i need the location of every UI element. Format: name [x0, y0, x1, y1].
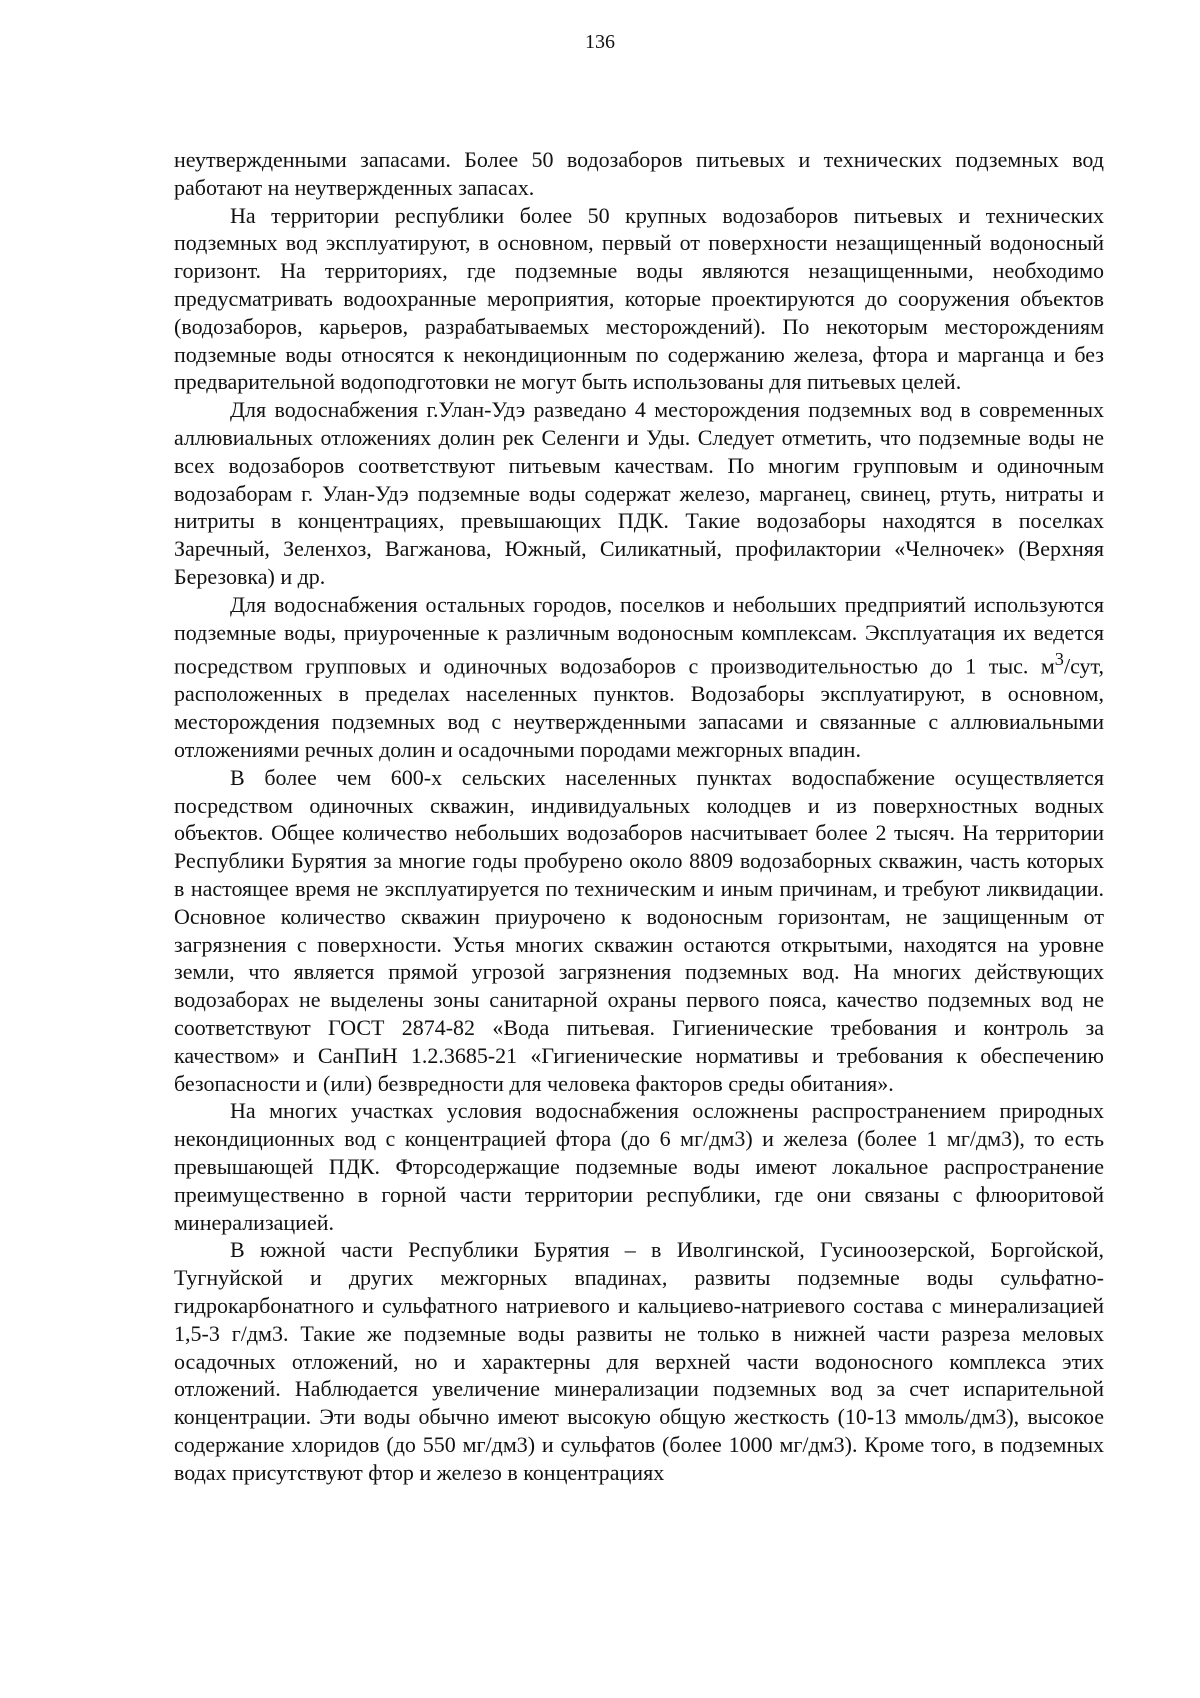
paragraph-fluorine-iron: На многих участках условия водоснабжения осложнены распространением природных некондиционных вод с концентрацией фтора (до 6 мг/дм3) и железа (более 1 мг/дм3), то есть превышающей ПДК. Фторсодержащие подземные воды имеют локальное распространение преимущественно в горной части территории республики, где они связаны с флюоритовой минерализацией.: [174, 1098, 1104, 1235]
paragraph-other-cities-supply: [174, 591, 1104, 764]
document-body: [174, 146, 1104, 1487]
paragraph-other-cities-text-before: Для водоснабжения остальных городов, поселков и небольших предприятий используются подземные воды, приуроченные к различным водоносным комплексам. Эксплуатация их ведется посредством групповых и одиночных водозаборов с производительностью до 1 тыс. м: [174, 591, 1104, 679]
superscript-cubic: 3: [1054, 649, 1064, 670]
paragraph-large-water-intakes: На территории республики более 50 крупных водозаборов питьевых и технических подземных вод эксплуатируют, в основном, первый от поверхности незащищенный водоносный горизонт. На территориях, где подземные воды являются незащищенными, необходимо предусматривать водоохранные мероприятия, которые проектируются до сооружения объектов (водозаборов, карьеров, разрабатываемых месторождений). По некоторым месторождениям подземные воды относятся к некондиционным по содержанию железа, фтора и марганца и без предварительной водоподготовки не могут быть использованы для питьевых целей.: [174, 202, 1104, 395]
paragraph-rural-settlements: В более чем 600-х сельских населенных пунктах водоспабжение осуществляется посредством одиночных скважин, индивидуальных колодцев и из поверхностных водных объектов. Общее количество небольших водозаборов насчитывает более 2 тысяч. На территории Республики Бурятия за многие годы пробурено около 8809 водозаборных скважин, часть которых в настоящее время не эксплуатируется по техническим и иным причинам, и требуют ликвидации. Основное количество скважин приурочено к водоносным горизонтам, не защищенным от загрязнения с поверхности. Устья многих скважин остаются открытыми, находятся на уровне земли, что является прямой угрозой загрязнения подземных вод. На многих действующих водозаборах не выделены зоны санитарной охраны первого пояса, качество подземных вод не соответствуют ГОСТ 2874-82 «Вода питьевая. Гигиенические требования и контроль за качеством» и СанПиН 1.2.3685-21 «Гигиенические нормативы и требования к обеспечению безопасности и (или) безвредности для человека факторов среды обитания».: [174, 764, 1104, 1096]
paragraph-continuation: неутвержденными запасами. Более 50 водозаборов питьевых и технических подземных вод работают на неутвержденных запасах.: [174, 147, 1104, 200]
paragraph-ulan-ude-supply: Для водоснабжения г.Улан-Удэ разведано 4 месторождения подземных вод в современных аллювиальных отложениях долин рек Селенги и Уды. Следует отметить, что подземные воды не всех водозаборов соответствуют питьевым качествам. По многим групповым и одиночным водозаборам г. Улан-Удэ подземные воды содержат железо, марганец, свинец, ртуть, нитраты и нитриты в концентрациях, превышающих ПДК. Такие водозаборы находятся в поселках Заречный, Зеленхоз, Вагжанова, Южный, Силикатный, профилактории «Челночек» (Верхняя Березовка) и др.: [174, 397, 1104, 589]
page-number: 136: [585, 31, 615, 53]
paragraph-southern-part: В южной части Республики Бурятия – в Иволгинской, Гусиноозерской, Боргойской, Тугнуйской и других межгорных впадинах, развиты подземные воды сульфатно-гидрокарбонатного и сульфатного натриевого и кальциево-натриевого состава с минерализацией 1,5-3 г/дм3. Такие же подземные воды развиты не только в нижней части разреза меловых осадочных отложений, но и характерны для верхней части водоносного комплекса этих отложений. Наблюдается увеличение минерализации подземных вод за счет испарительной концентрации. Эти воды обычно имеют высокую общую жесткость (10-13 ммоль/дм3), высокое содержание хлоридов (до 550 мг/дм3) и сульфатов (более 1000 мг/дм3). Кроме того, в подземных водах присутствуют фтор и железо в концентрациях: [174, 1237, 1104, 1485]
paragraph-other-cities-text-after: /сут, расположенных в пределах населенных пунктов. Водозаборы эксплуатируют, в основном, месторождения подземных вод с неутвержденными запасами и связанные с аллювиальными отложениями речных долин и осадочными породами межгорных впадин.: [174, 653, 1104, 763]
